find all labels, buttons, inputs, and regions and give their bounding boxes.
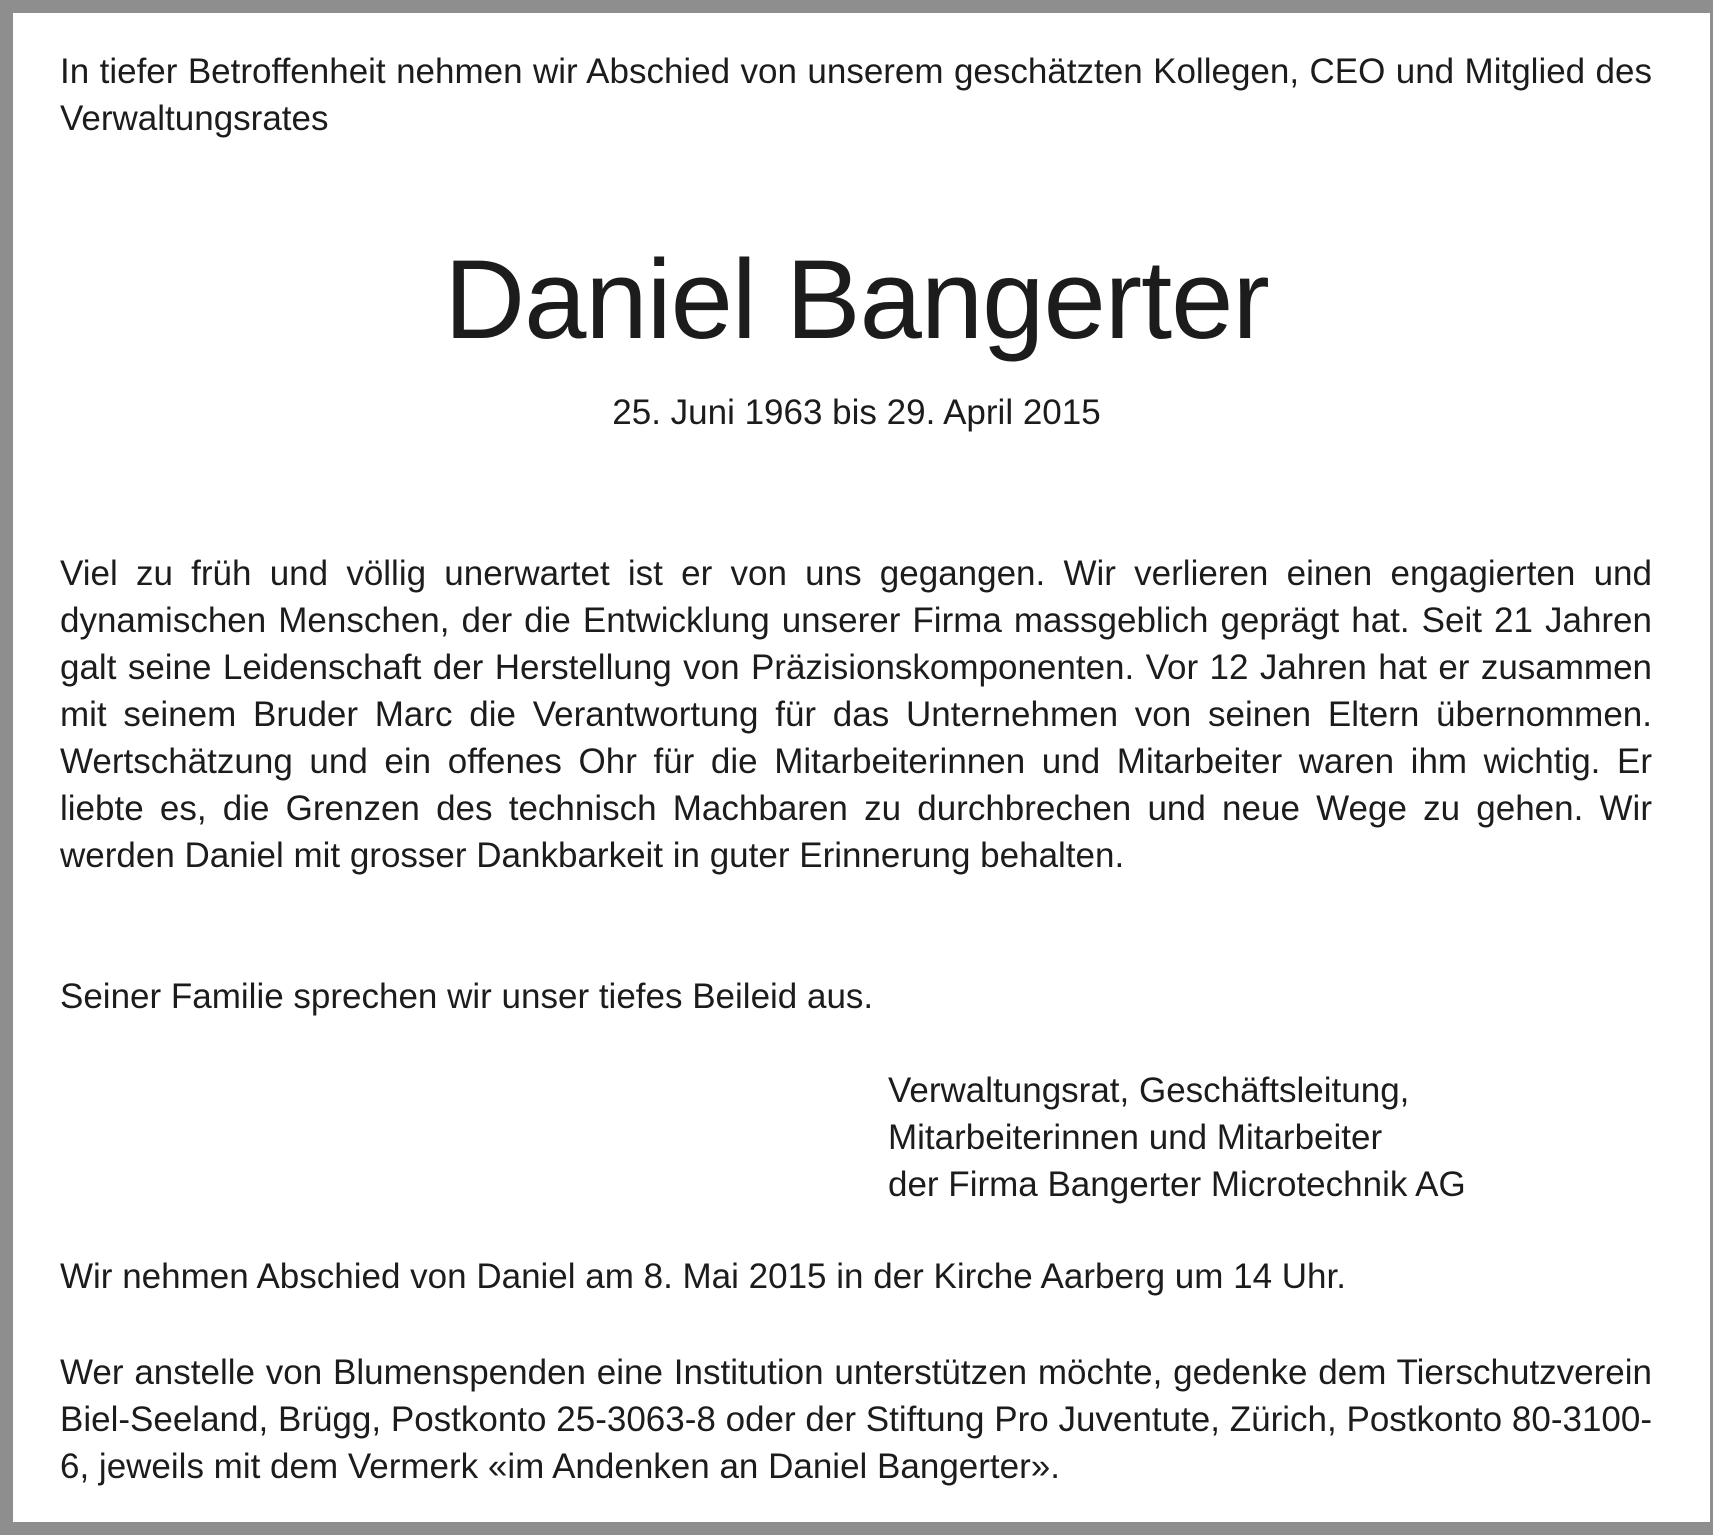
condolence-text: Seiner Familie sprechen wir unser tiefes Beileid aus. [60,977,874,1016]
donations-text: Wer anstelle von Blumenspenden eine Institution unterstützen möchte, gedenke dem Tierschutzverein Biel-Seeland, Brügg, Postkonto 25-3063-8 oder der Stiftung Pro Juventute, Zürich, Postkonto 80-3100-6, jeweils mit dem Vermerk «im Andenken an Daniel Bangerter». [60,1353,1652,1486]
signature-block [888,1067,1466,1208]
signature-line-2: Mitarbeiterinnen und Mitarbeiter [888,1118,1383,1157]
farewell-service-text: Wir nehmen Abschied von Daniel am 8. Mai 2015 in der Kirche Aarberg um 14 Uhr. [60,1257,1346,1296]
deceased-name: Daniel Bangerter [444,237,1269,362]
intro-text: In tiefer Betroffenheit nehmen wir Abschied von unserem geschätzten Kollegen, CEO und Mitglied des Verwaltungsrates [60,52,1652,138]
tribute-paragraph: Viel zu früh und völlig unerwartet ist er von uns gegangen. Wir verlieren einen engagierten und dynamischen Menschen, der die Entwicklung unserer Firma massgeblich geprägt hat. Seit 21 Jahren galt seine Leidenschaft der Herstellung von Präzisionskomponenten. Vor 12 Jahren hat er zusammen mit seinem Bruder Marc die Verantwortung für das Unternehmen von seinen Eltern übernommen. Wertschätzung und ein offenes Ohr für die Mitarbeiterinnen und Mitarbeiter waren ihm wichtig. Er liebte es, die Grenzen des technisch Machbaren zu durchbrechen und neue Wege zu gehen. Wir werden Daniel mit grosser Dankbarkeit in guter Erinnerung behalten. [60,554,1652,875]
signature-line-1: Verwaltungsrat, Geschäftsleitung, [888,1071,1410,1110]
life-dates: 25. Juni 1963 bis 29. April 2015 [612,393,1101,432]
signature-line-3: der Firma Bangerter Microtechnik AG [888,1165,1466,1204]
